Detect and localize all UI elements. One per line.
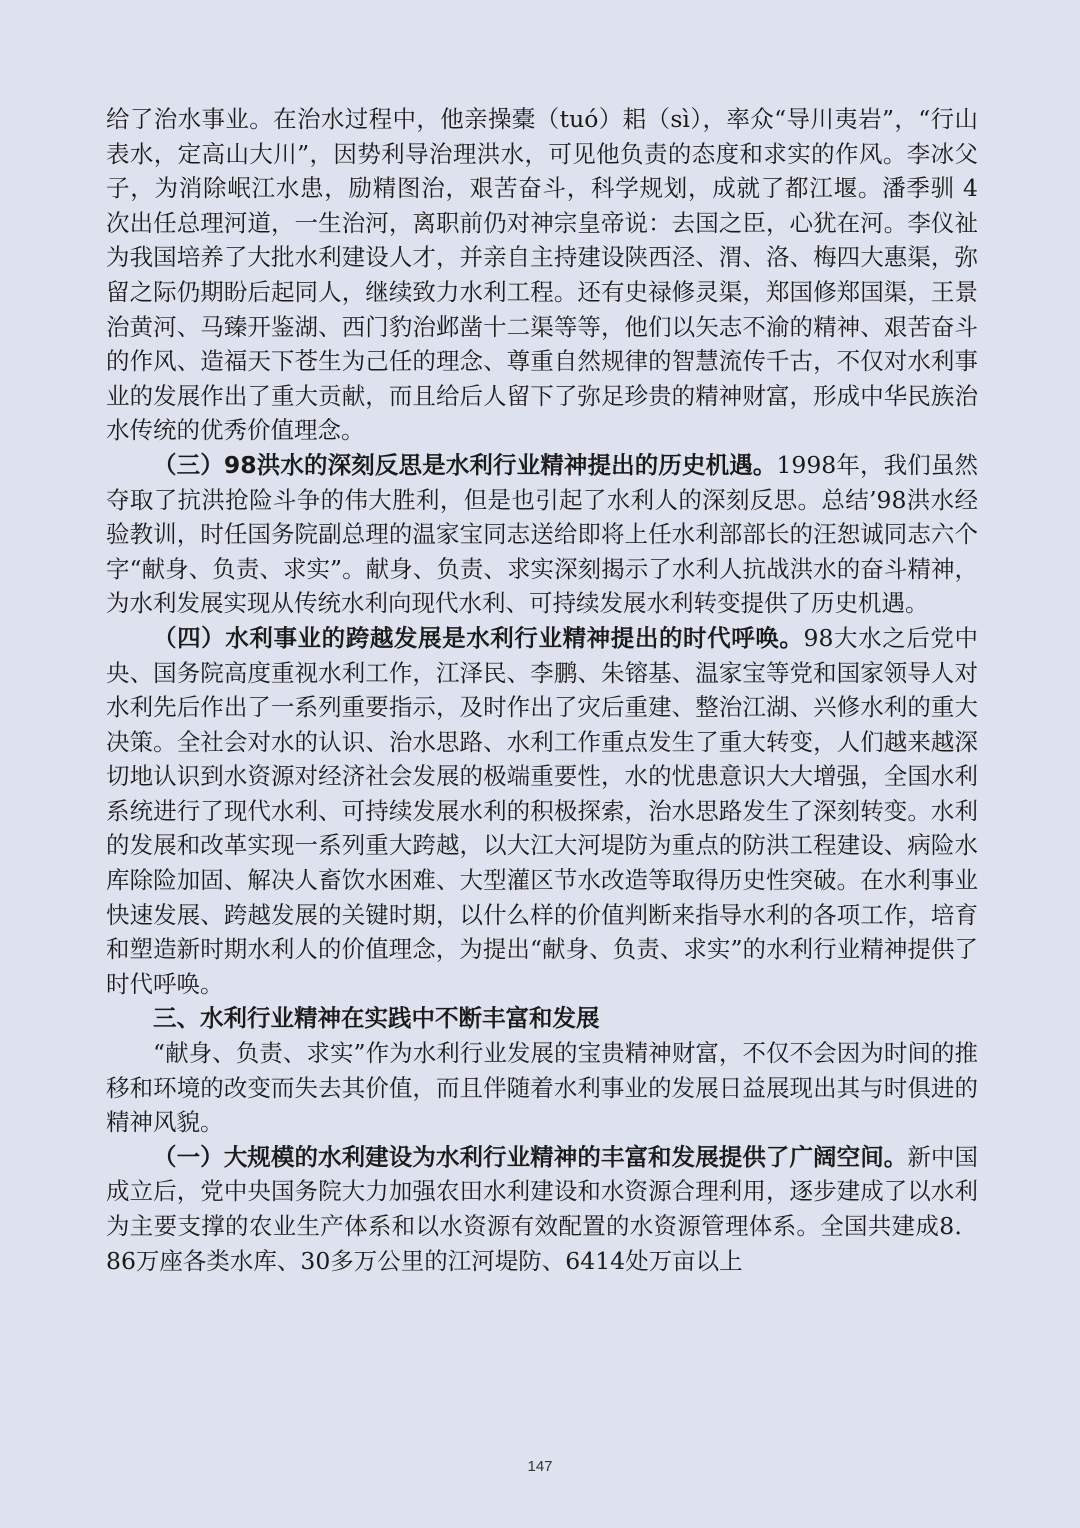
page-number: 147 (527, 1458, 553, 1475)
body-text (106, 102, 978, 1278)
paragraph-1998-flood-text: 1998年，我们虽然夺取了抗洪抢险斗争的伟大胜利，但是也引起了水利人的深刻反思。总结’98洪水经验教训，时任国务院副总理的温家宝同志送给即将上任水利部部长的汪恕诚同志六个字“献身、负责、求实”。献身、负责、求实深刻揭示了水利人抗战洪水的奋斗精神，为水利发展实现从传统水利向现代水利、可持续发展水利转变提供了历史机遇。 (106, 450, 979, 618)
subheading-1998-flood: （三）98洪水的深刻反思是水利行业精神提出的历史机遇。 (153, 450, 777, 479)
section-heading-three: 三、水利行业精神在实践中不断丰富和发展 (153, 1004, 600, 1033)
paragraph-large-scale-construction-text: 新中国成立后，党中央国务院大力加强农田水利建设和水资源合理利用，逐步建成了以水利为主要支撑的农业生产体系和以水资源有效配置的水资源管理体系。全国共建成8．86万座各类水库、30多万公里的江河堤防、6414处万亩以上 (106, 1142, 979, 1275)
subheading-leapfrog-development: （四）水利事业的跨越发展是水利行业精神提出的时代呼唤。 (153, 623, 804, 652)
paragraph-large-scale-construction (106, 1140, 978, 1278)
paragraph-1998-flood (106, 448, 978, 621)
paragraph-spirit-value: “献身、负责、求实”作为水利行业发展的宝贵精神财富，不仅不会因为时间的推移和环境的改变而失去其价值，而且伴随着水利事业的发展日益展现出其与时俱进的精神风貌。 (106, 1039, 978, 1137)
paragraph-history-figures: 给了治水事业。在治水过程中，他亲操橐（tuó）耜（sì），率众“导川夷岩”，“行山表水，定高山大川”，因势利导治理洪水，可见他负责的态度和求实的作风。李冰父子，为消除岷江水患，励精图治，艰苦奋斗，科学规划，成就了都江堰。潘季驯 4 次出任总理河道，一生治河，离职前仍对神宗皇帝说：去国之臣，心犹在河。李仪祉为我国培养了大批水利建设人才，并亲自主持建设陕西泾、渭、洛、梅四大惠渠，弥留之际仍期盼后起同人，继续致力水利工程。还有史禄修灵渠，郑国修郑国渠，王景治黄河、马臻开鉴湖、西门豹治邺凿十二渠等等，他们以矢志不渝的精神、艰苦奋斗的作风、造福天下苍生为己任的理念、尊重自然规律的智慧流传千古，不仅对水利事业的发展作出了重大贡献，而且给后人留下了弥足珍贵的精神财富，形成中华民族治水传统的优秀价值理念。 (106, 105, 978, 445)
paragraph-leapfrog-development-text: 98大水之后党中央、国务院高度重视水利工作，江泽民、李鹏、朱镕基、温家宝等党和国家领导人对水利先后作出了一系列重要指示，及时作出了灾后重建、整治江湖、兴修水利的重大决策。全社会对水的认识、治水思路、水利工作重点发生了重大转变，人们越来越深切地认识到水资源对经济社会发展的极端重要性，水的忧患意识大大增强，全国水利系统进行了现代水利、可持续发展水利的积极探索，治水思路发生了深刻转变。水利的发展和改革实现一系列重大跨越，以大江大河堤防为重点的防洪工程建设、病险水库除险加固、解决人畜饮水困难、大型灌区节水改造等取得历史性突破。在水利事业快速发展、跨越发展的关键时期，以什么样的价值判断来指导水利的各项工作，培育和塑造新时期水利人的价值理念，为提出“献身、负责、求实”的水利行业精神提供了时代呼唤。 (106, 623, 978, 998)
paragraph-leapfrog-development (106, 621, 978, 1002)
subheading-large-scale-construction: （一）大规模的水利建设为水利行业精神的丰富和发展提供了广阔空间。 (153, 1142, 908, 1171)
